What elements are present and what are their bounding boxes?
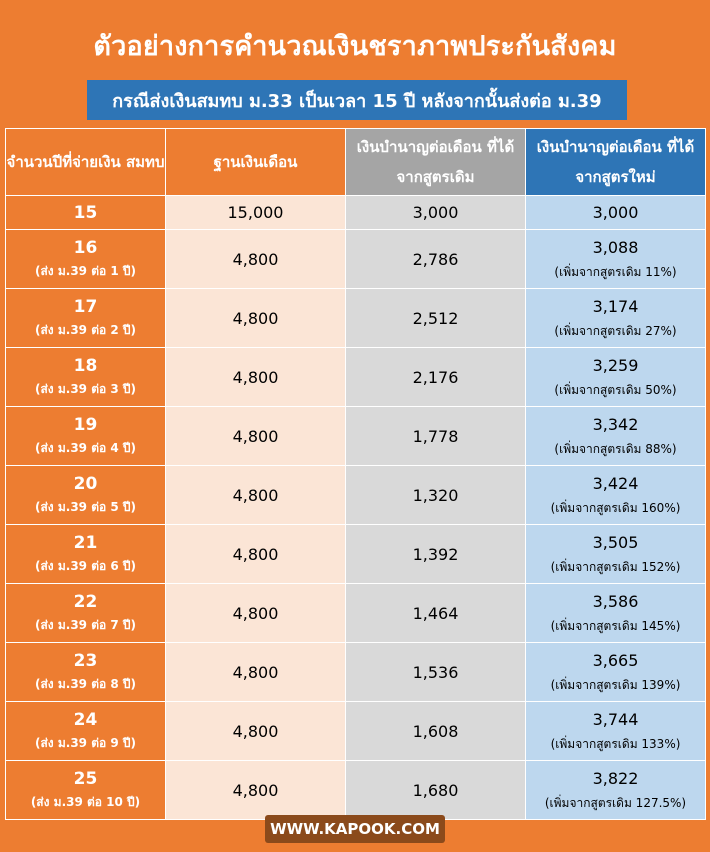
years-note: (ส่ง ม.39 ต่อ 5 ปี) xyxy=(35,500,136,514)
header-years: จำนวนปีที่จ่ายเงิน สมทบ xyxy=(6,129,166,196)
years-value: 20 xyxy=(73,474,98,494)
cell-years xyxy=(6,289,166,348)
increase-note: (เพิ่มจากสูตรเดิม 139%) xyxy=(550,678,681,692)
years-value: 19 xyxy=(73,415,98,435)
years-note: (ส่ง ม.39 ต่อ 1 ปี) xyxy=(35,264,136,278)
cell-years xyxy=(6,407,166,466)
header-old-formula: เงินบำนาญต่อเดือน ที่ได้จากสูตรเดิม xyxy=(346,129,526,196)
cell-years xyxy=(6,348,166,407)
new-pension-value: 3,822 xyxy=(592,769,639,788)
cell-base-salary: 15,000 xyxy=(166,196,346,230)
years-value: 24 xyxy=(73,710,98,730)
table-row xyxy=(6,230,706,289)
page-title: ตัวอย่างการคำนวณเงินชราภาพประกันสังคม xyxy=(93,31,617,62)
years-value: 21 xyxy=(73,533,98,553)
cell-years xyxy=(6,466,166,525)
cell-base-salary: 4,800 xyxy=(166,289,346,348)
header-base-salary: ฐานเงินเดือน xyxy=(166,129,346,196)
cell-years xyxy=(6,230,166,289)
header-new-formula: เงินบำนาญต่อเดือน ที่ได้จากสูตรใหม่ xyxy=(526,129,706,196)
cell-old-pension: 2,176 xyxy=(346,348,526,407)
years-note: (ส่ง ม.39 ต่อ 7 ปี) xyxy=(35,618,136,632)
table-row xyxy=(6,761,706,820)
increase-note: (เพิ่มจากสูตรเดิม 11%) xyxy=(554,265,677,279)
cell-old-pension: 3,000 xyxy=(346,196,526,230)
new-pension-value: 3,000 xyxy=(592,202,639,222)
years-value: 15 xyxy=(73,202,98,223)
years-value: 23 xyxy=(73,651,98,671)
cell-new-pension xyxy=(526,348,706,407)
table-row xyxy=(6,196,706,230)
new-pension-value: 3,259 xyxy=(592,356,639,375)
page-subtitle: กรณีส่งเงินสมทบ ม.33 เป็นเวลา 15 ปี หลังจากนั้นส่งต่อ ม.39 xyxy=(87,80,627,120)
table-row xyxy=(6,466,706,525)
pension-table xyxy=(5,128,706,820)
new-pension-value: 3,665 xyxy=(592,651,639,670)
table-row xyxy=(6,289,706,348)
cell-new-pension xyxy=(526,584,706,643)
new-pension-value: 3,342 xyxy=(592,415,639,434)
footer-website: WWW.KAPOOK.COM xyxy=(265,815,445,843)
increase-note: (เพิ่มจากสูตรเดิม 127.5%) xyxy=(544,796,687,810)
cell-base-salary: 4,800 xyxy=(166,643,346,702)
cell-new-pension xyxy=(526,407,706,466)
cell-new-pension xyxy=(526,196,706,230)
cell-base-salary: 4,800 xyxy=(166,407,346,466)
years-value: 25 xyxy=(73,769,98,789)
new-pension-value: 3,586 xyxy=(592,592,639,611)
cell-base-salary: 4,800 xyxy=(166,230,346,289)
table-row xyxy=(6,702,706,761)
new-pension-value: 3,424 xyxy=(592,474,639,493)
cell-base-salary: 4,800 xyxy=(166,466,346,525)
cell-old-pension: 1,608 xyxy=(346,702,526,761)
cell-old-pension: 1,536 xyxy=(346,643,526,702)
cell-years xyxy=(6,196,166,230)
cell-old-pension: 1,392 xyxy=(346,525,526,584)
increase-note: (เพิ่มจากสูตรเดิม 152%) xyxy=(550,560,681,574)
cell-old-pension: 1,464 xyxy=(346,584,526,643)
increase-note: (เพิ่มจากสูตรเดิม 160%) xyxy=(550,501,681,515)
years-note: (ส่ง ม.39 ต่อ 4 ปี) xyxy=(35,441,136,455)
cell-new-pension xyxy=(526,230,706,289)
years-note: (ส่ง ม.39 ต่อ 2 ปี) xyxy=(35,323,136,337)
table-row xyxy=(6,643,706,702)
cell-old-pension: 1,320 xyxy=(346,466,526,525)
years-value: 18 xyxy=(73,356,98,376)
years-note: (ส่ง ม.39 ต่อ 9 ปี) xyxy=(35,736,136,750)
years-value: 17 xyxy=(73,297,98,317)
new-pension-value: 3,505 xyxy=(592,533,639,552)
years-note: (ส่ง ม.39 ต่อ 3 ปี) xyxy=(35,382,136,396)
table-header-row xyxy=(6,129,706,196)
increase-note: (เพิ่มจากสูตรเดิม 133%) xyxy=(550,737,681,751)
cell-years xyxy=(6,702,166,761)
cell-base-salary: 4,800 xyxy=(166,525,346,584)
cell-base-salary: 4,800 xyxy=(166,348,346,407)
cell-old-pension: 1,680 xyxy=(346,761,526,820)
years-note: (ส่ง ม.39 ต่อ 10 ปี) xyxy=(30,795,141,809)
cell-new-pension xyxy=(526,289,706,348)
new-pension-value: 3,088 xyxy=(592,238,639,257)
increase-note: (เพิ่มจากสูตรเดิม 88%) xyxy=(554,442,677,456)
cell-new-pension xyxy=(526,702,706,761)
table-row xyxy=(6,407,706,466)
cell-old-pension: 2,512 xyxy=(346,289,526,348)
increase-note: (เพิ่มจากสูตรเดิม 145%) xyxy=(550,619,681,633)
cell-new-pension xyxy=(526,525,706,584)
cell-new-pension xyxy=(526,643,706,702)
cell-years xyxy=(6,525,166,584)
increase-note: (เพิ่มจากสูตรเดิม 50%) xyxy=(554,383,677,397)
table-row xyxy=(6,584,706,643)
table-row xyxy=(6,348,706,407)
cell-years xyxy=(6,643,166,702)
cell-old-pension: 2,786 xyxy=(346,230,526,289)
cell-years xyxy=(6,584,166,643)
table-row xyxy=(6,525,706,584)
years-value: 16 xyxy=(73,238,98,258)
cell-new-pension xyxy=(526,761,706,820)
new-pension-value: 3,744 xyxy=(592,710,639,729)
cell-old-pension: 1,778 xyxy=(346,407,526,466)
years-note: (ส่ง ม.39 ต่อ 8 ปี) xyxy=(35,677,136,691)
cell-base-salary: 4,800 xyxy=(166,584,346,643)
cell-new-pension xyxy=(526,466,706,525)
cell-years xyxy=(6,761,166,820)
new-pension-value: 3,174 xyxy=(592,297,639,316)
increase-note: (เพิ่มจากสูตรเดิม 27%) xyxy=(554,324,677,338)
years-value: 22 xyxy=(73,592,98,612)
years-note: (ส่ง ม.39 ต่อ 6 ปี) xyxy=(35,559,136,573)
cell-base-salary: 4,800 xyxy=(166,761,346,820)
cell-base-salary: 4,800 xyxy=(166,702,346,761)
